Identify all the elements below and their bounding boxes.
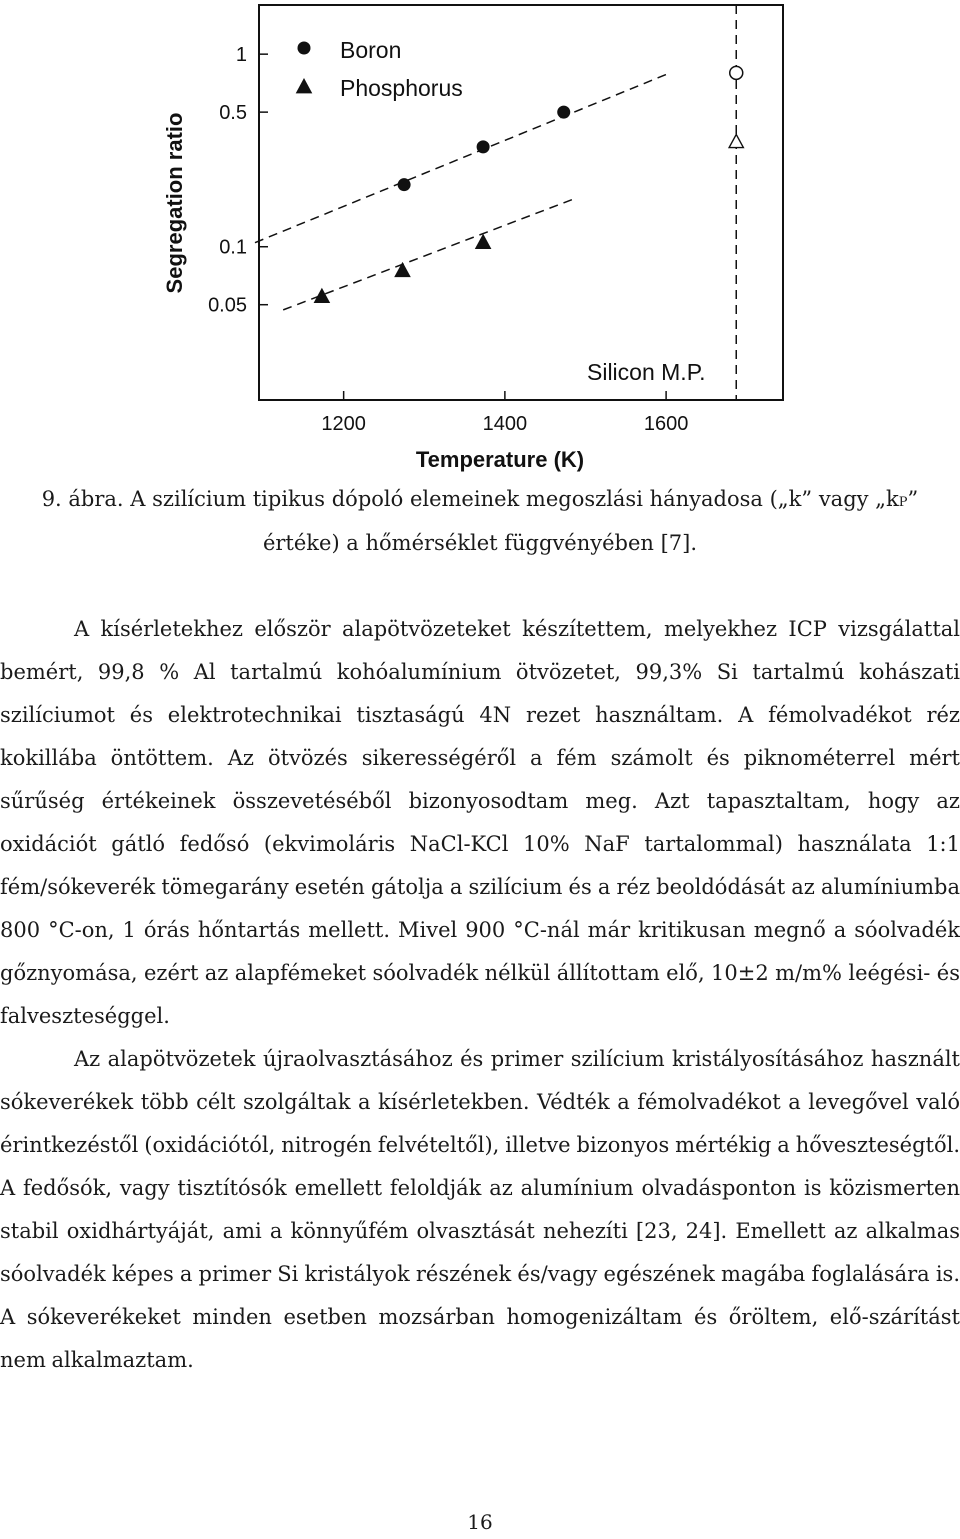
- y-tick-label: 0.5: [219, 102, 247, 125]
- x-axis-label: Temperature (K): [415, 447, 585, 472]
- y-axis-label: Segregation ratio: [162, 112, 187, 294]
- paragraph: Az alapötvözetek újraolvasztásához és primer szilícium kristályosításához használt sókeverékek több célt szolgáltak a kísérletekben. Védték a fémolvadékot a levegővel való érintkezéstől (oxidációtól, nitrogén felvételtől), illetve bizonyos mértékig a hőveszteségtől. A fedősók, vagy tisztítósók emellett feloldják az alumínium olvadásponton is közismerten stabil oxidhártyáját, ami a könnyűfém olvasztását nehezíti [23, 24]. Emellett az alkalmas sóolvadék képes a primer Si kristályok részének és/vagy egészének magába foglalására is. A sókeverékeket minden esetben mozsárban homogenizáltam és őröltem, elő-szárítást nem alkalmaztam.: [0, 1047, 960, 1372]
- legend-triangle-icon: [297, 80, 311, 93]
- boron-data-point: [398, 178, 411, 191]
- figure-caption-line-1: [0, 478, 960, 524]
- phosphorus-data-point: [315, 289, 329, 302]
- segregation-ratio-chart: [0, 0, 960, 478]
- legend-boron-label: Boron: [340, 37, 402, 63]
- legend-circle-icon: [298, 42, 311, 55]
- phosphorus-fit-line: [283, 198, 577, 310]
- y-tick-label: 0.1: [219, 236, 247, 259]
- melting-point-label: Silicon M.P.: [587, 359, 706, 385]
- figure-number: 9. ábra.: [41, 487, 124, 511]
- y-tick-label: 0.05: [208, 294, 247, 317]
- plot-frame: [259, 5, 783, 400]
- x-tick-label: 1400: [482, 413, 528, 435]
- caption-text: A szilícium tipikus dópoló elemeinek megoszlási hányadosa („k” vagy „k: [130, 487, 899, 511]
- paragraph: A kísérletekhez először alapötvözeteket készítettem, melyekhez ICP vizsgálattal bemért, 99,8 % Al tartalmú kohóalumínium ötvözetet, 99,3% Si tartalmú kohászati szilíciumot és elektrotechnikai tisztaságú 4N rezet használtam. A fémolvadékot réz kokillába öntöttem. Az ötvözés sikerességéről a fém számolt és piknométerrel mért sűrűség értékeinek összevetéséből bizonyosodtam meg. Azt tapasztaltam, hogy az oxidációt gátló fedősó (ekvimoláris NaCl-KCl 10% NaF tartalommal) használata 1:1 fém/sókeverék tömegarány esetén gátolja a szilícium és a réz beoldódását az alumíniumba 800 °C-on, 1 órás hőntartás mellett. Mivel 900 °C-nál már kritikusan megnő a sóolvadék gőznyomása, ezért az alapfémeket sóolvadék nélkül állítottam elő, 10±2 m/m% leégési- és falveszteséggel.: [0, 617, 960, 1028]
- text-body: [0, 608, 960, 1382]
- phosphorus-melting-point-marker: [729, 134, 743, 147]
- boron-melting-point-marker: [730, 66, 743, 79]
- figure-caption-line-2: értéke) a hőmérséklet függvényében [7].: [262, 531, 698, 555]
- boron-data-point: [557, 106, 570, 119]
- phosphorus-data-point: [476, 235, 490, 248]
- boron-data-point: [477, 140, 490, 153]
- x-tick-label: 1600: [643, 413, 689, 435]
- x-tick-label: 1200: [321, 413, 366, 435]
- caption-subscript: P: [898, 495, 908, 510]
- page-number: 16: [467, 1510, 493, 1534]
- phosphorus-data-point: [395, 263, 409, 276]
- legend-phosphorus-label: Phosphorus: [340, 75, 463, 101]
- caption-quote-close: ”: [907, 487, 919, 511]
- y-tick-label: 1: [235, 44, 247, 67]
